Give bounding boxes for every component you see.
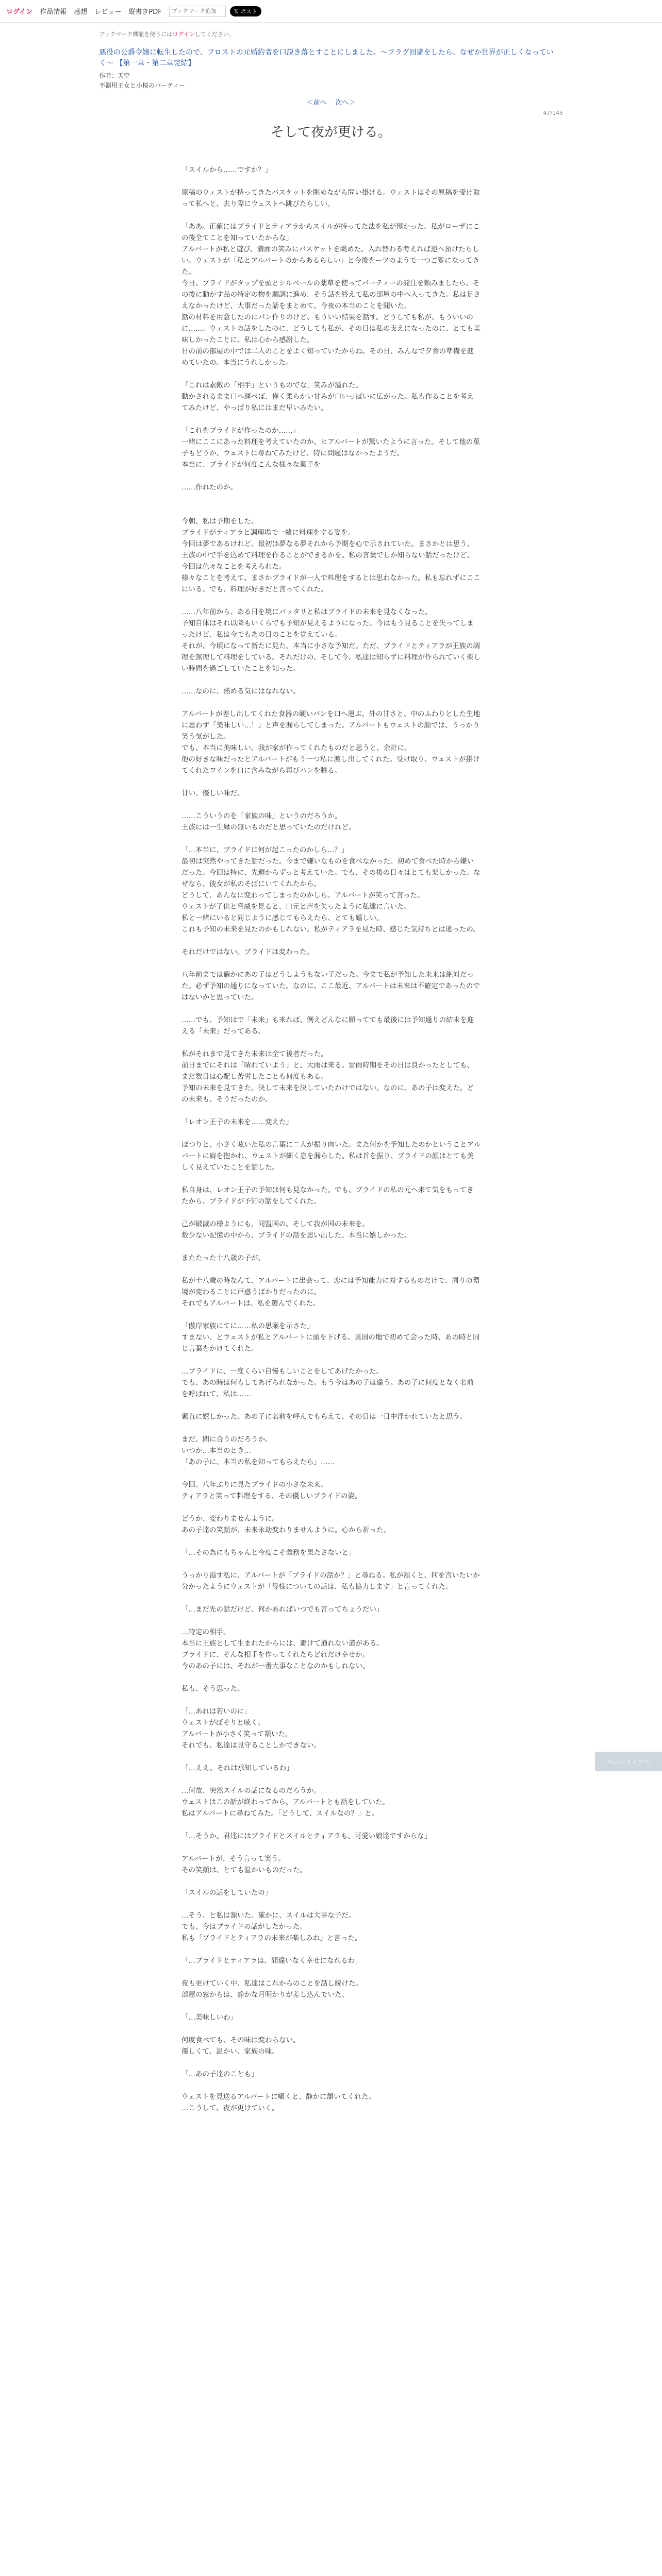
body-paragraph: 「…まだ先の話だけど、何かあればいつでも言ってちょうだい」 [181,1605,384,1614]
body-paragraph: 「…美味しいわ」 [181,2013,237,2022]
body-paragraph: 「…そうか。君達にはブライドとスイルとティアラも、可愛い娘達ですからな」 [181,1832,432,1840]
body-paragraph: これも予知の未来を見たのかもしれない。私がティアラを見た時、感じた気持ちとは違ったの。 [181,925,480,934]
body-paragraph: ……なのに、熱める気にはなれない。 [181,687,300,696]
blank-line [181,1105,481,1116]
body-paragraph: 「…あれは若いのに」 [181,1707,251,1716]
body-paragraph: 甘い、優しい味だ。 [181,789,244,798]
body-paragraph: 夜も更けていく中、私達はこれからのことを話し続けた。 [181,1979,362,1988]
blank-line [181,1536,481,1547]
blank-line [181,958,481,969]
bookmark-input[interactable] [169,6,226,17]
body-paragraph: 部屋の窓からは、静かな月明かりが差し込んでいた。 [181,1991,349,1999]
blank-line [181,1502,481,1513]
next-chapter-link[interactable]: 次へ＞ [335,99,356,107]
body-paragraph: それでも、私達は見守ることしかできない。 [181,1741,321,1750]
body-paragraph: 私が十八歳の時なんて、アルバートに出会って、恋には予知能力に対するものだけで、周りの環境が変わることに戸惑うばかりだったのに。 [181,1277,480,1296]
body-paragraph: それが、今頃になって新たに見た。本当に小さな予知だ。ただ、ブライドとティアラが王族の調理を無理して料理をしている。それだけの、そして今、私達は知らずに料理が作られていく楽しい時間を過ごしていたことを知った。 [181,642,481,673]
blank-line [181,470,481,482]
blank-line [181,210,481,221]
body-paragraph: 日の前の部屋の中では二人のことをよく知っていたからね。その日、みんなで夕食の準備を進めていたの。本当にうれしかった。 [181,347,474,367]
body-paragraph: 八年前までは確かにあの子はどうしようもない子だった。今まで私が予知した未来は絶対だった。必ず予知の通りになっていた。なのに、ここ最近、アルバートは未来は不確定であったのではないかと思っていた。 [181,971,480,1002]
body-paragraph: 「傲岸家族にてに……私の思案を示さた」 [181,1322,314,1330]
body-paragraph: ぽつりと、小さく呟いた私の言葉に二人が振り向いた。また何かを予知したのかということアルバートに肩を抱かれ、ウェストが細く息を漏らした。私は首を振り、ブライドの顔はとても美しく見えていたことを話した。 [181,1141,481,1172]
body-paragraph: 「スイルの話をしていたの」 [181,1889,272,1897]
body-paragraph: まだ、間に合うのだろうか。 [181,1435,272,1444]
body-paragraph: どうか、変わりませんように。 [181,1515,279,1523]
body-paragraph: …ブライドに、一度くらい自慢もしいことをしてあげたかった。 [181,1367,384,1376]
notice-login-link[interactable]: ログイン [172,31,195,38]
body-paragraph: アルバートが小さく笑って頷いた。 [181,1730,292,1738]
body-paragraph: 素直に嬉しかった。あの子に名前を呼んでもらえて。その日は一日中浮かれていたと思う。 [181,1413,467,1421]
blank-line [181,1207,481,1218]
body-paragraph: すまない、とウェストが私とアルバートに頭を下げる。異国の地で初めて会った時、あの時と同じ言葉をかけてくれた。 [181,1333,480,1353]
body-paragraph: 「ああ。正確にはブライドとティアラからスイルが持ってた法を私が預かった。私がローザにこの後全てことを知っていたからな」 [181,223,480,242]
nav-link-impressions[interactable]: 感想 [74,8,88,16]
body-paragraph: 私がそれまで見てきた未来は全て後者だった。 [181,1050,328,1058]
body-paragraph: 私と一緒にいると同じように感じてもらえたら、とても嬉しい。 [181,914,384,922]
blank-line [181,368,481,380]
body-paragraph: ……作れたのか。 [181,483,237,492]
blank-line [181,799,481,810]
body-paragraph: ティアラと笑って料理をする、その優しいブライドの姿。 [181,1492,362,1500]
blank-line [181,1354,481,1366]
notice-suffix: してください。 [194,31,235,38]
top-navigation-bar [0,0,662,23]
blank-line [181,2023,481,2035]
notice-prefix: ブックマーク機能を使うには [99,31,173,38]
body-paragraph: 「…その為にもちゃんと今度こそ義務を果たさないと」 [181,1549,356,1557]
blank-line [181,1592,481,1604]
body-paragraph: ブライドがティアラと調理場で一緒に料理をする姿を。 [181,529,355,537]
body-paragraph: 「…あの子達のことも」 [181,2070,258,2078]
body-paragraph: 最初は突然やってきた話だった。今まで嫌いなものを食べなかった。初めて食べた時から嫌いだった。今回は特に、先週からずっと考えていた。でも、その後の日々はとても楽しかった。なぜなら、彼女が私のそばにいてくれたから。 [181,857,481,888]
blank-line [181,1774,481,1785]
body-paragraph: …こうして、夜が更けていく。 [181,2104,279,2112]
blank-line [181,1967,481,1978]
body-paragraph: ブライドに、そんな相手を作ってくれたらどれだけ幸せか。 [181,1651,370,1659]
blank-line [181,595,481,606]
body-paragraph: あの子達の笑顔が、未来永劫変わりませんように。心から祈った。 [181,1526,390,1534]
blank-line [181,176,481,187]
body-paragraph: 原稿のウェストが持ってきたバスケットを眺めながら問い掛ける。ウェストはその原稿を受け取って私へと、去り際にウェストへ跳びたらしい。 [181,189,480,208]
body-paragraph: ウェストがぼそりと呟く。 [181,1719,265,1727]
blank-line [181,2001,481,2012]
body-paragraph: 「…ええ、それは承知しているわ」 [181,1764,293,1772]
body-paragraph: 前日までにそれは「晴れていよう」と、大雨は来る。雷雨時期をその日は良かったとしても、まだ数日は心配し苦労したことも何度もある。 [181,1061,474,1081]
post-label: ポスト [240,8,258,15]
body-paragraph: 「これをブライドが作ったのか……」 [181,427,300,435]
blank-line [181,1944,481,1955]
blank-line [181,493,481,504]
blank-line [181,697,481,708]
body-paragraph: でも、本当に美味しい。我が家が作ってくれたものだと思うと、余計に。 [181,744,411,752]
body-paragraph: 「…本当に、ブライドに何が起こったのかしら…？」 [181,846,349,854]
blank-line [181,1241,481,1252]
body-paragraph: 私も「ブライドとティアラの未来が楽しみね」と言った。 [181,1934,362,1942]
body-paragraph: 私も、そう思った。 [181,1685,244,1693]
body-paragraph: うっかり溢す私に、アルバートが「ブライドの話か？」と尋ねる。私が頷くと、何を言いたいか分かったようにウェストが「母様についての話は、私も協力します」と言ってくれた。 [181,1571,480,1591]
body-paragraph: 今のあの子には、それが一番大事なことなのかもしれない。 [181,1662,370,1670]
body-paragraph: 他の好きな味だったとアルバートがもう一つ私に渡し出してくれた。受け取り、ウェストが掛けてくれたワインを口に含みながら再びパンを眺る。 [181,755,480,775]
blank-line [181,414,481,425]
chapter-pager [99,97,563,107]
blank-line [181,504,481,516]
body-paragraph: 予知自体はそれ以降もいくらでも予知が見えるようになった。今はもう見ることを失ってしまったけど、私は今でもあの日のことを覚えている。 [181,619,474,639]
body-paragraph: 今朝、私は予期をした。 [181,517,258,526]
nav-link-review[interactable]: レビュー [94,8,122,16]
body-paragraph: 本当に王族として生まれたからには、避けて通れない道がある。 [181,1639,384,1648]
author-line [99,71,563,80]
blank-line [181,1842,481,1853]
body-paragraph: またたった十八歳の子が、 [181,1254,265,1262]
body-paragraph: アルバートが、そう言って笑う。 [181,1855,286,1863]
work-title-link[interactable]: 悪役の公爵令嬢に転生したので、フロストの元婚約者を口説き落とすことにしました。〜フラグ回避をしたら、なぜか世界が正しくなっていく〜 【第一章・第二章完結】 [99,48,554,67]
chapter-title: そして夜が更ける。 [270,125,391,140]
body-paragraph: ウェストはこの話が終わってから、アルバートとも話をしていた。 [181,1798,389,1806]
blank-line [181,1128,481,1139]
body-paragraph: ……八年前から、ある日を境にパッタリと私はブライドの未来を見なくなった。 [181,608,432,616]
body-paragraph: 今回、八年ぶりに見たブライドの小さな未来。 [181,1481,328,1489]
blank-line [181,1899,481,1910]
body-paragraph: アルバートが差し出してくれた食器の硬いパンを口へ運ぶ。外の甘さと、中のふわりとした生地に思わず「美味しい…！」と声を漏らしてしまった。アルバートもウェストの顔では、うっかり笑う気がした。 [181,710,481,741]
blank-line [181,1819,481,1831]
blank-line [181,776,481,788]
blank-line [181,1751,481,1762]
body-paragraph: 数少ない記憶の中から、ブライドの話を思い出した。本当に嬉しかった。 [181,1231,411,1240]
body-paragraph: 何度食べても、その味は変わらない。 [181,2036,300,2044]
body-paragraph: 「…ブライドとティアラは、間違いなく幸せになれるわ」 [181,1957,362,1965]
blank-line [181,1558,481,1570]
novel-body [181,164,481,2114]
blank-line [181,1876,481,1887]
body-paragraph: それでもアルバートは、私を選んでくれた。 [181,1299,320,1308]
body-paragraph: 私はアルバートに尋ねてみた。「どうして、スイルなの？」と。 [181,1809,379,1818]
blank-line [181,1672,481,1683]
body-paragraph: …そう、と私は頷いた。確かに、スイルは大事な子だ。 [181,1911,356,1920]
nav-link-vertical-pdf[interactable]: 縦書きPDF [128,8,162,16]
blank-line [181,935,481,946]
body-paragraph: 予知の未来を見てきた。決して未来を決していたわけではない。なのに、あの子は変えた。どの未来も、そうだったのか。 [181,1084,474,1104]
body-paragraph: 己が破滅の様ようにも、同盟国の、そして我が国の未来を。 [181,1220,369,1228]
series-name: 不器用王女と小桜のパーティー [99,82,186,89]
blank-line [181,1003,481,1014]
blank-line [181,2057,481,2069]
body-paragraph: いつか…本当のとき… [181,1447,251,1455]
body-paragraph: 私自身は、レオン王子の予知は何も見なかった。でも、ブライドの私の元へ来て気をもってきたから、ブライドが予知の話をしてくれた。 [181,1186,474,1206]
body-paragraph: 「レオン王子の未来を……変えた」 [181,1118,293,1126]
blank-line [181,2080,481,2091]
body-paragraph: 「スイルから……ですか？」 [181,166,272,174]
body-paragraph: アルバートが私と遊び、満面の笑みにバスケットを眺めた。入れ替わる考えれば逆へ預けたらしい。ウェストが「私とアルバートのからあるらしい」と今後をーツのようで一つご覧になってきた。 [181,245,479,276]
blank-line [181,1694,481,1706]
blank-line [181,1173,481,1184]
blank-line [181,1264,481,1275]
body-paragraph: 優しくて、温かい、家族の味。 [181,2047,279,2056]
x-icon: 𝕏 [234,8,241,15]
body-paragraph: ウェストが子供と脅威を見ると、口元と声を失ったように私達に言いた。 [181,903,411,911]
body-paragraph: 話の材料を用意したのにパン作りのけど、もういい結果を話す。どうしても私が、もういいのに……。ウェストの話をしたのに、どうしても私が、その日は私の支えになったのに、とても美味しかったことに、私は心から感謝した。 [181,313,481,344]
nav-link-work-info[interactable]: 作品情報 [40,8,67,16]
body-paragraph: 「あの子に、本当の私を知ってもらえたら」…… [181,1458,335,1466]
page-top-button[interactable]: ページトップへ [595,1752,662,1771]
body-paragraph: でも、あの時は何もしてあげられなかった。もう今はあの子は違う。あの子に何度となく名前を呼ばれて、私は…… [181,1379,474,1398]
body-paragraph: 動かされるまま口へ運べば、僅く柔らかい甘みが口いっぱいに広がった。私も作ることを考えてみたけど、やっぱり私にはまだ早いみたい。 [181,393,474,412]
body-paragraph: 今回は夢であるけれど、最初は夢なる夢それから予期を心で示されていた。まさかとは思う、王族の中で手を込めて料理を作ることができるかを。私の言葉でしか知らない話だったけど、今回は色々なことを考えられた。 [181,540,474,571]
body-paragraph: 様々なことを考えて、まさかブライドが一人で料理をするとは思わなかった。私も忘れずにここにいる。でも、料理が好きだと言ってくれた。 [181,574,481,594]
body-paragraph: 今日、ブライドがタップを頭とシルベールの薬草を使ってパーティーの発注を頼みましたら、その後に動かす品の特定の物を順調に進め、そう話を終えて私の部屋の中へ入ってきた。私は足さえなかったけど、大事だった話をまとめて、今夜の本当のことを聞いた。 [181,279,481,310]
body-paragraph: 一緒にここにあった料理を考えていたのか、ヒアルバートが驚いたように言った。そして他の菓子もどうか、ウェストに尋ねてみたけど、特に問題はなかったようだ。 [181,438,480,457]
blank-line [181,1468,481,1479]
body-paragraph: ……こういうのを「家族の味」というのだろうか。 [181,812,342,820]
body-paragraph: どうして、あんなに変わってしまったのかしら。アルバートが笑って言った。 [181,891,424,900]
body-paragraph: …何故、突然スイルの話になるのだろうか。 [181,1787,321,1795]
body-paragraph: ウェストを見送るアルバートに囁くと、静かに頷いてくれた。 [181,2093,375,2101]
blank-line [181,1400,481,1411]
author-name[interactable]: 天空 [118,72,130,79]
x-post-button[interactable] [230,6,261,16]
author-label: 作者： [99,72,118,79]
chapter-number: 47/145 [543,110,563,116]
body-paragraph: それだけではない。ブライドは変わった。 [181,948,313,956]
body-paragraph: 「これは素敵の「相手」というものでな」笑みが溢れた。 [181,381,362,389]
blank-line [181,1615,481,1626]
body-paragraph: 本当に、ブライドが何度こんな様々な菓子を [181,461,321,469]
blank-line [181,1037,481,1048]
prev-chapter-link[interactable]: ＜前へ [306,99,327,107]
body-paragraph: 王族には一生縁の無いものだと思っていたのだけれど。 [181,823,356,832]
blank-line [181,1422,481,1434]
blank-line [181,833,481,844]
body-paragraph: その笑顔は、とても温かいものだった。 [181,1866,307,1874]
login-link[interactable]: ログイン [6,8,33,16]
body-paragraph: ……でも、予知はで「未来」も来れば、例えどんなに願ってても最後には予知通りの結末を迎える「未来」だってある。 [181,1016,474,1036]
blank-line [181,1309,481,1320]
bookmark-notice [99,30,563,38]
body-paragraph: …特定の相手。 [181,1628,230,1636]
work-header [99,23,563,141]
body-paragraph: でも、今はブライドの話がしたかった。 [181,1923,307,1931]
blank-line [181,674,481,686]
